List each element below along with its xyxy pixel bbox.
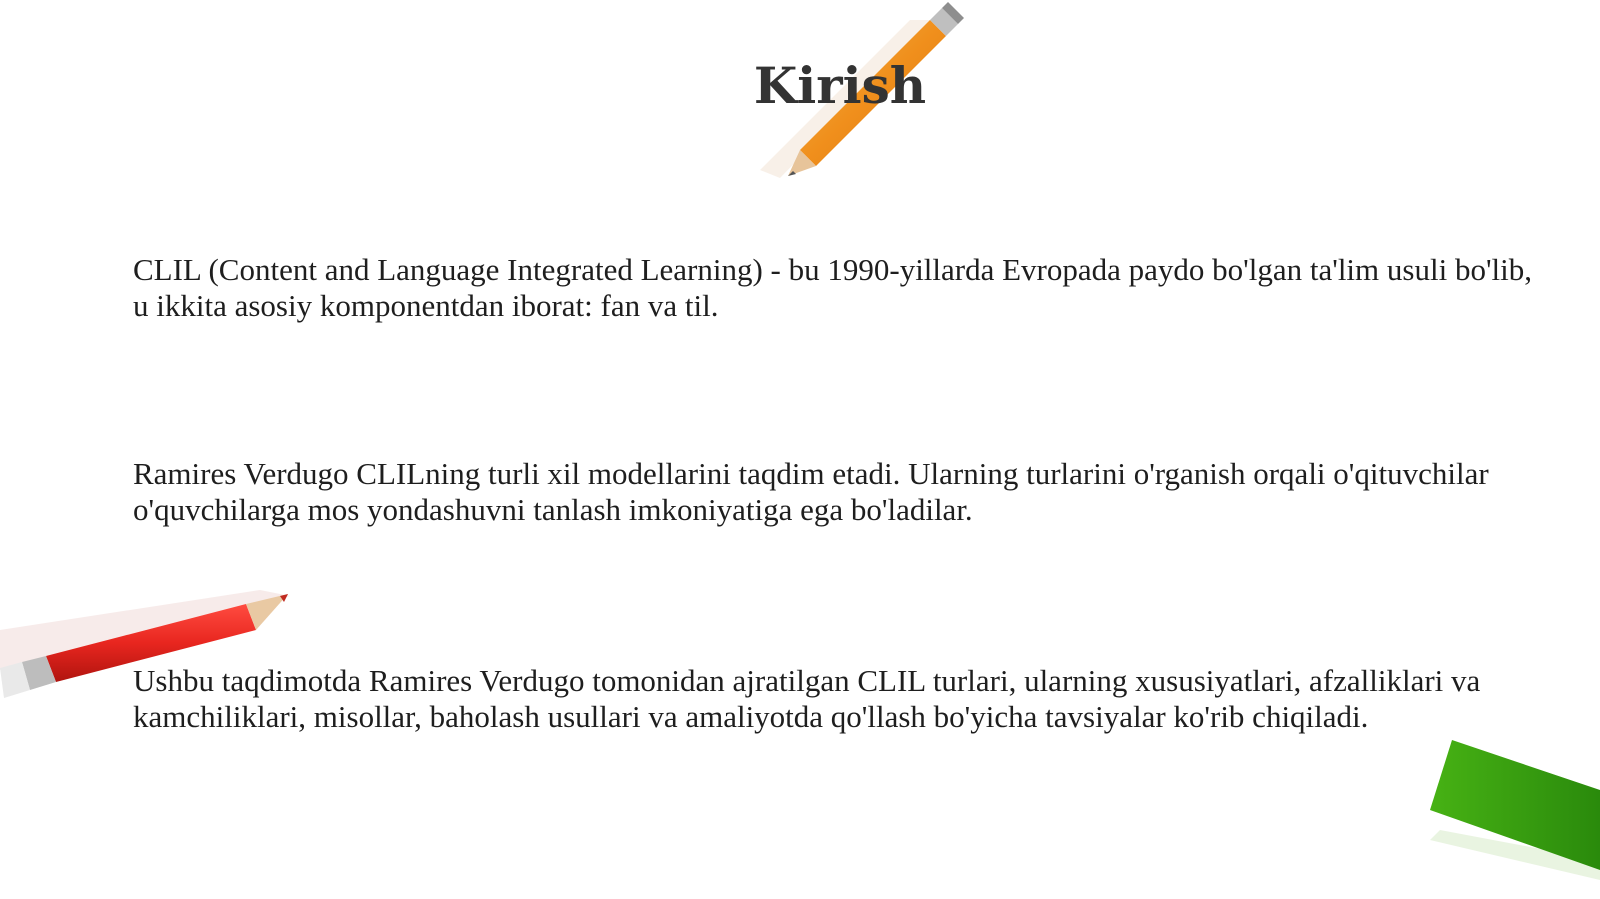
- green-shape-icon: [1430, 740, 1600, 880]
- paragraph-overview: Ushbu taqdimotda Ramires Verdugo tomonidan ajratilgan CLIL turlari, ularning xususiyatlari, afzalliklari va kamchiliklari, misollar, baholash usullari va amaliyotda qo'llash bo'yicha tavsiyalar ko'rib chiqiladi.: [133, 663, 1481, 734]
- slide-title: Kirish: [753, 56, 927, 115]
- paragraph-intro: CLIL (Content and Language Integrated Learning) - bu 1990-yillarda Evropada paydo bo'lgan ta'lim usuli bo'lib, u ikkita asosiy komponentdan iborat: fan va til.: [133, 252, 1533, 323]
- paragraph-models: Ramires Verdugo CLILning turli xil modellarini taqdim etadi. Ularning turlarini o'rganish orqali o'qituvchilar o'quvchilarga mos yondashuvni tanlash imkoniyatiga ega bo'ladilar.: [133, 456, 1489, 527]
